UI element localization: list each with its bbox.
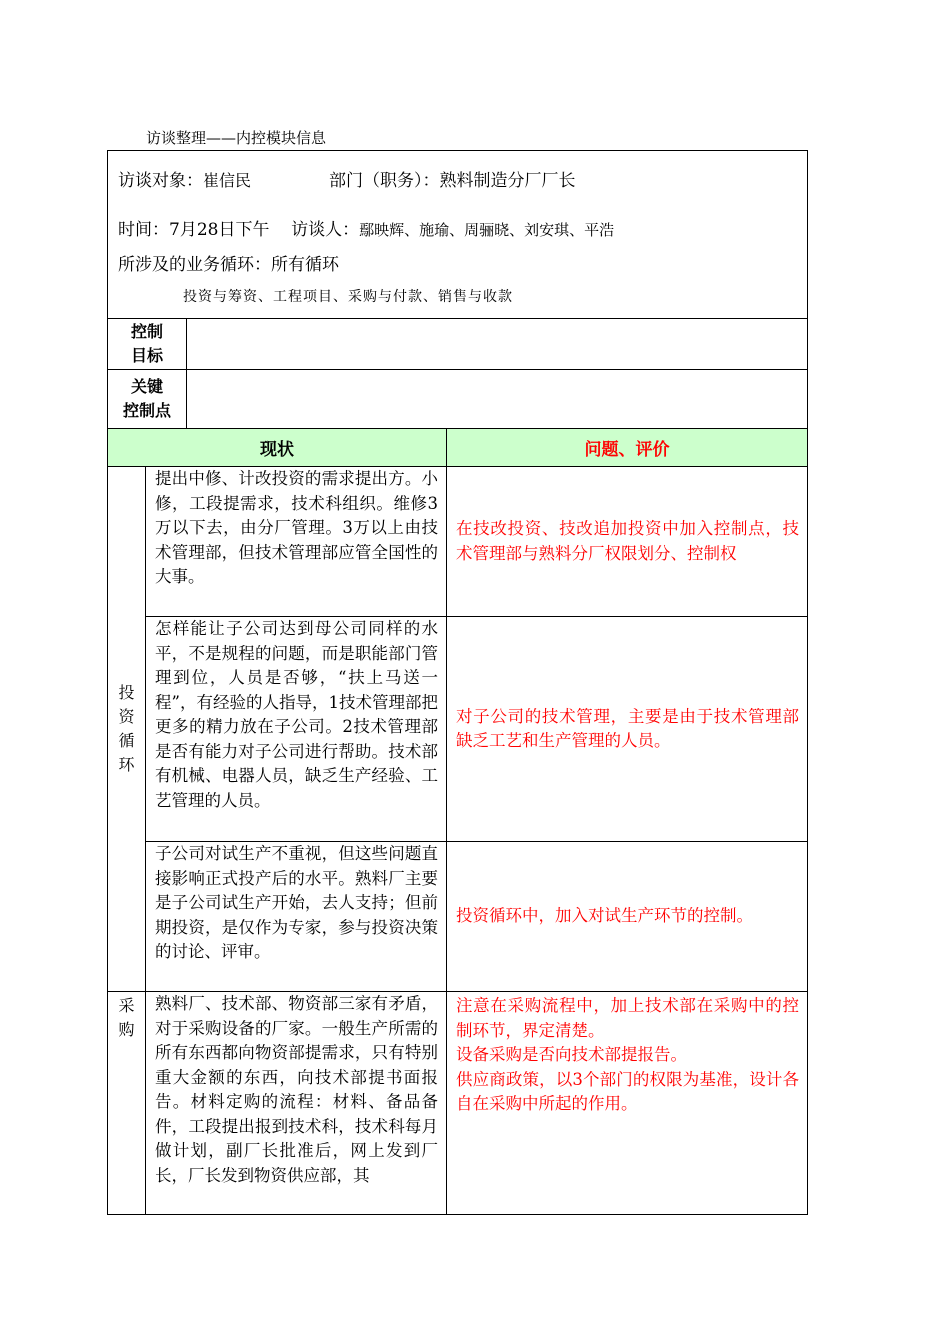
control-objective-row [108,319,808,370]
cycles-value: 所有循环 [271,255,339,275]
status-text: 怎样能让子公司达到母公司同样的水平，不是规程的问题，而是职能部门管理到位，人员是否够，“扶上马送一程”，有经验的人指导，1技术管理部把更多的精力放在子公司。2技术管理部是否有能力对子公司进行帮助。技术部有机械、电器人员，缺乏生产经验、工艺管理的人员。 [146,617,447,842]
time-label: 时间： [118,220,169,240]
issue-text: 投资循环中，加入对试生产环节的控制。 [447,842,808,992]
key-control-point-value [187,370,808,429]
page-title: 访谈整理——内控模块信息 [146,129,327,147]
department-line [329,166,576,191]
issue-text: 注意在采购流程中，加上技术部在采购中的控制环节，界定清楚。 设备采购是否向技术部提报告。 供应商政策，以3个部门的权限为基准，设计各自在采购中所起的作用。 [447,992,808,1215]
column-header-row [108,429,808,467]
issues-column-header: 问题、评价 [447,429,808,467]
cycles-line [118,250,339,275]
cycles-label: 所涉及的业务循环： [118,255,271,275]
interviewers-label: 访谈人： [291,220,360,240]
info-cell [108,151,808,319]
category-investment: 投 资 循 环 [108,467,146,992]
info-row [108,151,808,319]
status-text: 子公司对试生产不重视，但这些问题直接影响正式投产后的水平。熟料厂主要是子公司试生产开始，去人支持；但前期投资，是仅作为专家，参与投资决策的讨论、评审。 [146,842,447,992]
department-label: 部门（职务）： [329,171,440,191]
status-text: 熟料厂、技术部、物资部三家有矛盾，对于采购设备的厂家。一般生产所需的所有东西都向物资部提需求，只有特别重大金额的东西，向技术部提书面报告。材料定购的流程：材料、备品备件，工段提出报到技术科，技术科每月做计划，副厂长批准后，网上发到厂长，厂长发到物资供应部，其 [146,992,447,1215]
table-row [108,992,808,1215]
issue-text: 对子公司的技术管理，主要是由于技术管理部缺乏工艺和生产管理的人员。 [447,617,808,842]
status-text: 提出中修、计改投资的需求提出方。小修，工段提需求，技术科组织。维修3万以下去，由分厂管理。3万以上由技术管理部，但技术管理部应管全国性的大事。 [146,467,447,617]
interviewers-value: 鄢映辉、施瑜、周骊晓、刘安琪、平浩 [359,221,615,239]
table-row [108,617,808,842]
control-objective-value [187,319,808,370]
status-column-header: 现状 [108,429,447,467]
key-control-point-label: 关键 控制点 [108,370,187,429]
time-value: 7月28日下午 [169,220,270,240]
table-row [108,842,808,992]
table-row [108,467,808,617]
category-procurement: 采 购 [108,992,146,1215]
cycles-detail: 投资与筹资、工程项目、采购与付款、销售与收款 [183,289,513,305]
department-value: 熟料制造分厂厂长 [439,171,576,191]
key-control-point-row [108,370,808,429]
interviewee-label: 访谈对象： [118,171,203,191]
control-objective-label: 控制 目标 [108,319,187,370]
interviewee-name: 崔信民 [203,171,252,190]
interview-table [107,150,808,1215]
time-line [118,215,614,240]
interviewee-line [118,166,576,191]
issue-text: 在技改投资、技改追加投资中加入控制点，技术管理部与熟料分厂权限划分、控制权 [447,467,808,617]
